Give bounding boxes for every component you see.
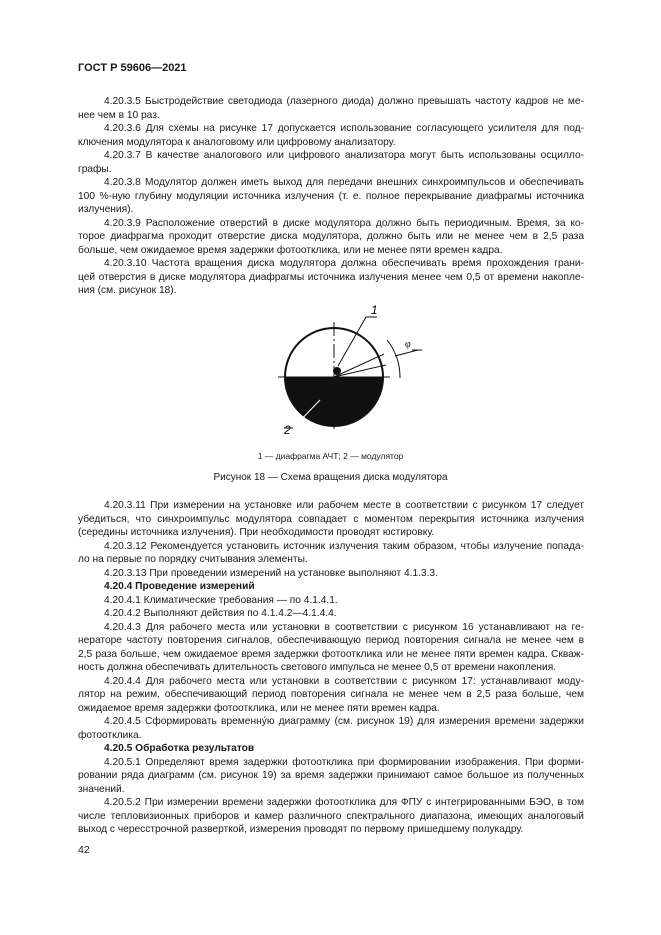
paragraph [78, 607, 584, 621]
text-line: нее чем в 10 раз. [78, 109, 160, 121]
angle-arc [387, 340, 400, 378]
text-line: (середины источника излучения). При необходимости проводят юстировку. [78, 527, 435, 538]
text-line: 4.20.3.7 В качестве аналогового или цифрового анализатора могут быть использованы осцилло- [104, 150, 584, 161]
text-line: 4.20.3.5 Быстродействие светодиода (лазерного диода) должно превышать частоту кадров не ме- [104, 96, 584, 107]
figure-label-1: 1 [371, 303, 378, 317]
text-line: нераторе частоту повторения сигналов, обеспечивающую период повторения сигнала не менее чем в [78, 635, 584, 646]
text-line: значений. [78, 783, 125, 795]
text-line: 4.20.3.10 Частота вращения диска модулятора должна обеспечивать время прохождения грани- [104, 258, 584, 269]
text-line: цей отверстия в диске модулятора диафрагмы источника излучения менее чем 0,5 от времени накопле- [78, 271, 584, 283]
text-line: выход с чересстрочной разверткой, измерения проводят по первому пришедшему полукадру. [78, 824, 524, 835]
paragraph [78, 594, 584, 608]
section-heading [78, 580, 584, 594]
text-line: 4.20.4.3 Для рабочего места или установки в соответствии с рисунком 16 устанавливают на ге- [104, 621, 584, 633]
angle-ray-1 [334, 354, 384, 377]
leader-1 [338, 317, 366, 366]
paragraph [78, 675, 584, 716]
figure-caption: Рисунок 18 — Схема вращения диска модулятора [213, 472, 448, 483]
text-block-bottom [78, 499, 584, 837]
figure-legend: 1 — диафрагма АЧТ; 2 — модулятор [257, 451, 404, 461]
text-line: 4.20.4.1 Климатические требования — по 4.1.4.1. [104, 594, 338, 606]
text-line: 4.20.3.9 Расположение отверстий в диске модулятора должно быть периодичным. Время, за ко- [104, 217, 584, 229]
paragraph [78, 715, 584, 742]
text-line: 4.20.3.11 При измерении на установке или рабочем месте в соответствии с рисунком 17 следует [104, 500, 584, 511]
document-header: ГОСТ Р 59606—2021 [78, 62, 187, 74]
paragraph [78, 95, 584, 122]
text-line: 4.20.5.1 Определяют время задержки фотоотклика при формировании изображения. При форми- [104, 756, 584, 768]
angle-label-phi: φ [405, 339, 411, 350]
text-line: фотоотклика. [78, 729, 142, 741]
text-line: ния (см. рисунок 18). [78, 285, 177, 296]
page-number: 42 [78, 844, 90, 856]
text-line: 4.20.3.6 Для схемы на рисунке 17 допускается использование согласующего усилителя для под- [104, 123, 584, 134]
text-line: больше, чем ожидаемое время задержки фотоотклика, или не менее пяти времен кадра. [78, 244, 503, 256]
figure-label-2: 2 [284, 423, 291, 437]
paragraph [78, 756, 584, 797]
modulator-disk-diagram [278, 303, 422, 437]
paragraph [78, 621, 584, 675]
section-heading [78, 742, 584, 756]
text-line: 4.20.3.8 Модулятор должен иметь выход для передачи внешних синхроимпульсов и обеспечивать [104, 177, 584, 188]
text-line: излучения). [78, 204, 134, 215]
paragraph [78, 796, 584, 837]
paragraph [78, 217, 584, 258]
text-line: 4.20.5.2 При измерении времени задержки фотоотклика для ФПУ с интегрированными БЭО, в том [104, 797, 584, 808]
angle-ray-2 [334, 365, 386, 377]
text-line: 2,5 раза больше, чем ожидаемое время задержки фотоотклика или не менее пяти времен кадра. Скваж- [78, 648, 584, 660]
text-line: 100 %-ную глубину модуляции источника излучения (т. е. полное перекрывание диафрагмы источника [78, 190, 584, 202]
text-line: торое диафрагма проходит отверстие диска модулятора, должно быть или не менее чем в 2,5 раза [78, 231, 584, 242]
text-line: ло на первые по порядку считывания элементы. [78, 554, 308, 565]
paragraph [78, 257, 584, 298]
text-line: 4.20.4 Проведение измерений [104, 581, 255, 592]
paragraph [78, 540, 584, 567]
text-line: ровании ряда диаграмм (см. рисунок 19) за время задержки принимают самое большое из полученных [78, 770, 584, 781]
paragraph [78, 176, 584, 217]
text-line: 4.20.5 Обработка результатов [104, 743, 255, 754]
text-block-top [78, 95, 584, 298]
text-line: 4.20.3.12 Рекомендуется установить источник излучения таким образом, чтобы излучение попада- [104, 540, 584, 552]
paragraph [78, 122, 584, 149]
text-line: 4.20.4.4 Для рабочего места или установки в соответствии с рисунком 17: устанавливают моду- [104, 675, 584, 687]
text-line: лятор на режим, обеспечивающий период повторения сигнала не менее чем в 2,5 раза больше, чем [78, 689, 584, 700]
text-line: 4.20.4.2 Выполняют действия по 4.1.4.2—4.1.4.4. [104, 608, 337, 619]
text-line: ключения модулятора к аналоговому или цифровому анализатору. [78, 136, 396, 148]
figure-18-modulator-disk [240, 300, 440, 450]
text-line: ность должна обеспечивать длительность светового импульса не менее 0,5 от времени накопления. [78, 662, 557, 673]
text-line: убедиться, что синхроимпульс модулятора совпадает с моментом перекрытия источника излучения [78, 513, 584, 525]
paragraph [78, 499, 584, 540]
text-line: 4.20.4.5 Сформировать временну́ю диаграмму (см. рисунок 19) для измерения времени задержки [104, 716, 584, 727]
text-line: 4.20.3.13 При проведении измерений на установке выполняют 4.1.3.3. [104, 567, 438, 579]
paragraph [78, 149, 584, 176]
paragraph [78, 567, 584, 581]
blackbody-aperture [333, 367, 341, 375]
text-line: графы. [78, 163, 112, 175]
text-line: ожидаемое время задержки фотоотклика, или не менее пяти времен кадра. [78, 702, 440, 714]
text-line: числе тепловизионных приборов и камер различного спектрального диапазона, имеющих аналоговый [78, 810, 584, 822]
